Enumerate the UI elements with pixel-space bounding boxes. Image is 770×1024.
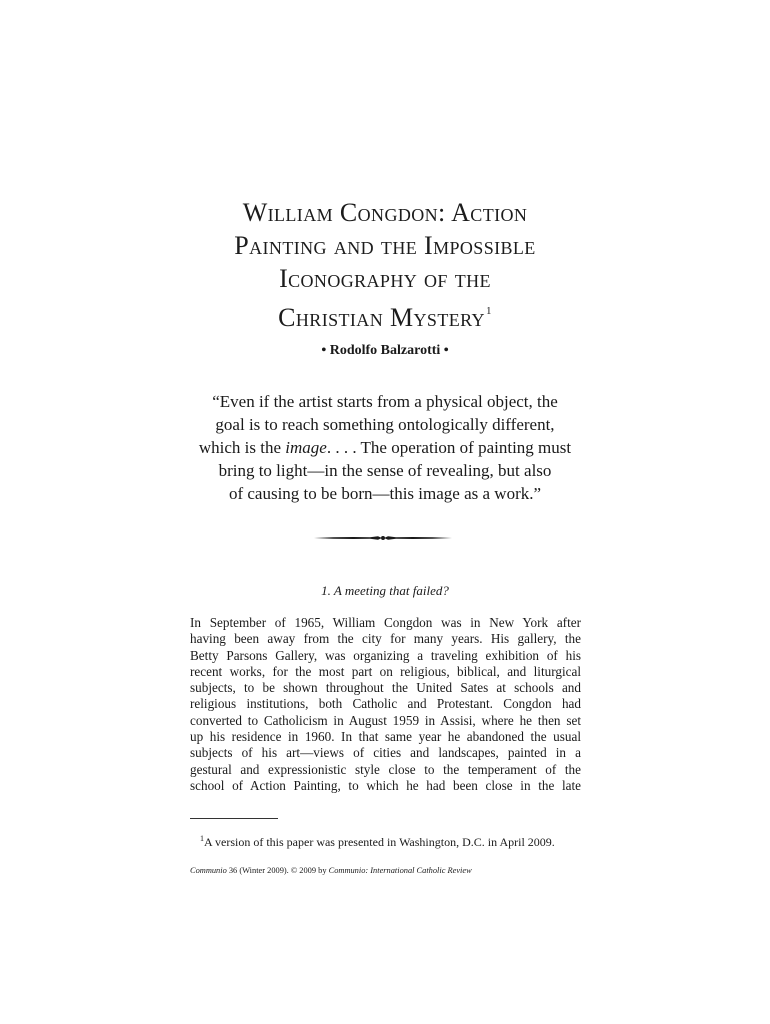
footnote-mark: 1 xyxy=(200,834,204,843)
body-line: gestural and expressionistic style close to the temperament of the xyxy=(190,761,581,777)
body-line: school of Action Painting, to which he had been close in the late xyxy=(190,777,581,793)
body-line: up his residence in 1960. In that same year he abandoned the usual xyxy=(190,729,581,745)
body-line: subjects, to be shown throughout the United Sates at schools and xyxy=(190,680,581,696)
footnote xyxy=(200,834,600,850)
title-line: Painting and the Impossible xyxy=(234,231,536,260)
body-line: subjects of his art—views of cities and landscapes, painted in a xyxy=(190,745,581,761)
epigraph-line: of causing to be born—this image as a work.” xyxy=(228,484,542,503)
citation-issue: 36 (Winter 2009). © 2009 by xyxy=(226,866,329,875)
section-heading: 1. A meeting that failed? xyxy=(321,583,449,598)
journal-name: Communio xyxy=(190,866,227,875)
body-line: recent works, for the most part on religious, biblical, and liturgical xyxy=(190,663,581,679)
body-paragraph xyxy=(190,615,581,794)
publisher-name: Communio: International Catholic Review xyxy=(328,866,472,875)
title-line: William Congdon: Action xyxy=(242,198,528,227)
section-divider-ornament xyxy=(312,530,454,546)
author-byline: • Rodolfo Balzarotti • xyxy=(321,343,449,358)
title-footnote-mark: 1 xyxy=(485,305,492,317)
epigraph-line: “Even if the artist starts from a physical object, the xyxy=(212,392,558,411)
body-line: having been away from the city for many years. His gallery, the xyxy=(190,631,581,647)
epigraph-text: which is the xyxy=(198,438,286,457)
epigraph-line: goal is to reach something ontologically different, xyxy=(215,415,555,434)
body-line: religious institutions, both Catholic and Protestant. Congdon had xyxy=(190,696,581,712)
body-line: converted to Catholicism in August 1959 in Assisi, where he then set xyxy=(190,712,581,728)
body-line: Betty Parsons Gallery, was organizing a traveling exhibition of his xyxy=(190,647,581,663)
journal-citation xyxy=(190,866,590,875)
epigraph-line xyxy=(160,436,610,459)
title-line-text: Christian Mystery xyxy=(278,303,485,332)
epigraph xyxy=(160,390,610,505)
article-title xyxy=(150,196,620,334)
epigraph-line: bring to light—in the sense of revealing, but also xyxy=(218,461,552,480)
title-line xyxy=(150,295,620,334)
epigraph-text: . . . . The operation of painting must xyxy=(326,438,572,457)
footnote-text: A version of this paper was presented in Washington, D.C. in April 2009. xyxy=(204,835,555,849)
body-line: In September of 1965, William Congdon was in New York after xyxy=(190,615,581,630)
title-line: Iconography of the xyxy=(279,264,491,293)
footnote-separator xyxy=(190,818,278,819)
epigraph-emphasis: image xyxy=(285,438,327,457)
